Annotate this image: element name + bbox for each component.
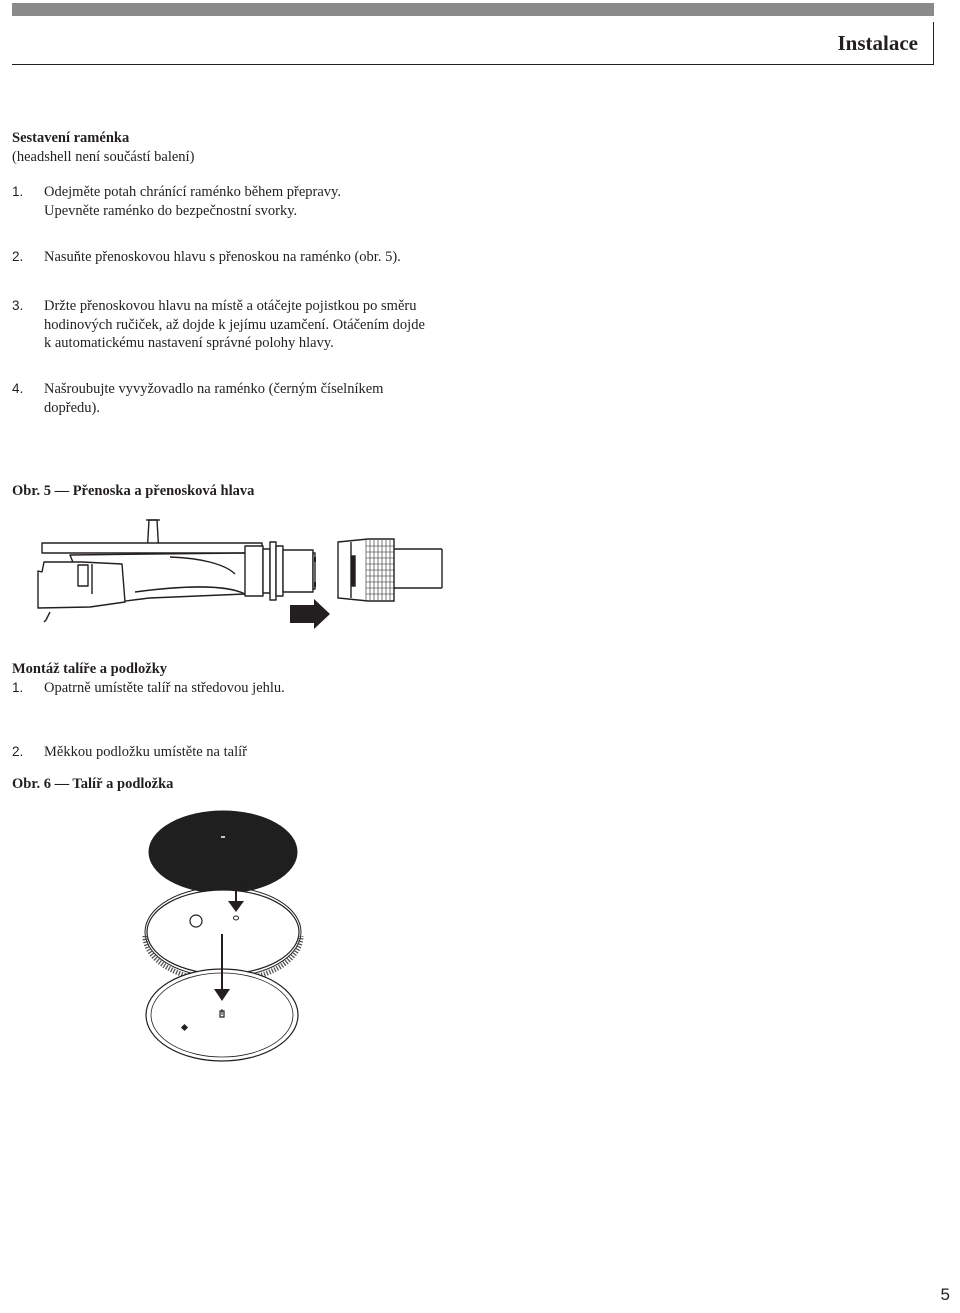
section-heading-platter: Montáž talíře a podložky	[12, 661, 168, 677]
step-text: Měkkou podložku umístěte na talíř	[44, 744, 247, 760]
header-rule	[12, 64, 934, 65]
step-number: 3.	[12, 298, 24, 313]
step-text: Našroubujte vyvyžovadlo na raménko (černým číselníkem dopředu).	[44, 381, 384, 416]
step-number: 1.	[12, 680, 24, 695]
page-title: Instalace	[837, 31, 918, 55]
section-subheading: (headshell není součástí balení)	[12, 149, 195, 165]
page-number: 5	[940, 1285, 950, 1304]
header-bar	[12, 3, 934, 16]
step-text: Držte přenoskovou hlavu na místě a otáčejte pojistkou po směru hodinových ručiček, až dojde k jejímu uzamčení. Otáčením dojde k automatickému nastavení správné polohy hlavy.	[44, 298, 425, 351]
step-number: 2.	[12, 249, 24, 264]
figure-caption: Obr. 6 — Talíř a podložka	[12, 776, 174, 792]
step-text: Opatrně umístěte talíř na středovou jehlu.	[44, 680, 285, 696]
step-number: 4.	[12, 381, 24, 396]
platter-mat-illustration	[140, 808, 310, 1068]
headshell-illustration	[30, 512, 450, 630]
step-number: 2.	[12, 744, 24, 759]
arrow-right-icon	[290, 599, 330, 629]
step-text: Odejměte potah chránící raménko během přepravy. Upevněte raménko do bezpečnostní svorky.	[44, 184, 341, 219]
step-text: Nasuňte přenoskovou hlavu s přenoskou na raménko (obr. 5).	[44, 249, 401, 265]
section-heading-headshell: Sestavení raménka	[12, 130, 130, 146]
step-number: 1.	[12, 184, 24, 199]
figure-caption: Obr. 5 — Přenoska a přenosková hlava	[12, 483, 255, 499]
header-divider	[933, 22, 934, 64]
